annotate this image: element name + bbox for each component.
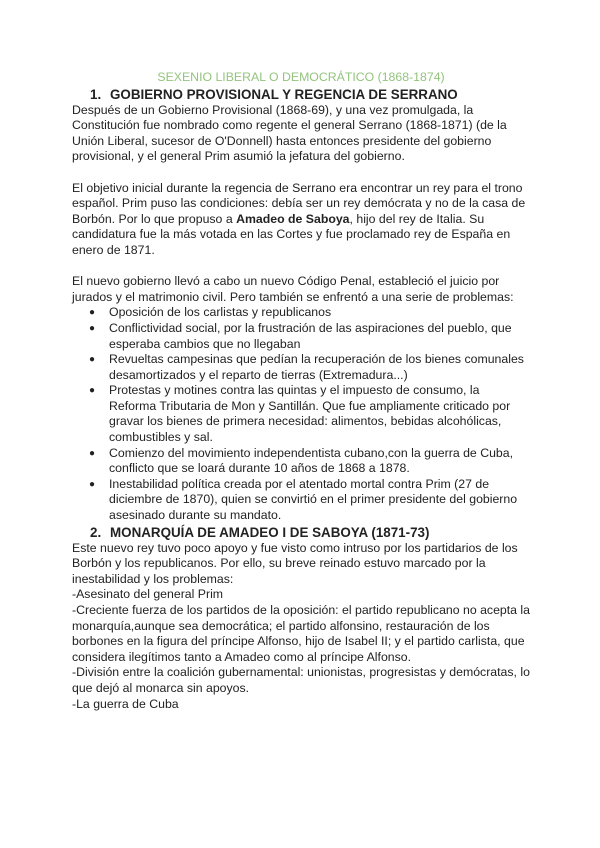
bullet-icon: ● <box>89 385 96 397</box>
dash-line: -Creciente fuerza de los partidos de la oposición: el partido republicano no acepta la monarquía,aunque sea democrática; el partido alfonsino, restauración de los borbones en la figura del príncipe Alfonso, hijo de Isabel II; y el partido carlista, que considera ilegítimos tanto a Amadeo como al príncipe Alfonso. <box>72 603 530 664</box>
paragraph-2-text-b: , hijo del rey de Italia. Su candidatura fue la más votada en las Cortes y fue proclamado rey de España en enero de 1871. <box>72 211 511 257</box>
bullet-icon: ● <box>89 307 96 319</box>
list-item: ● Comienzo del movimiento independentista cubano,con la guerra de Cuba, conflicto que se loará durante 10 años de 1868 a 1878. <box>89 445 514 476</box>
list-item: ● Revueltas campesinas que pedían la recuperación de los bienes comunales desamortizados y el reparto de tierras (Extremadura...) <box>89 352 524 382</box>
bullet-icon: ● <box>89 322 96 334</box>
bullet-icon: ● <box>89 447 96 459</box>
section-1-heading <box>72 86 530 103</box>
list-item: ● Conflictividad social, por la frustración de las aspiraciones del pueblo, que esperaba cambios que no llegaban <box>89 320 512 351</box>
bullet-icon: ● <box>89 354 96 366</box>
list-item: ● Oposición de los carlistas y republicanos <box>89 305 332 320</box>
paragraph-2-text-a: El objetivo inicial durante la regencia de Serrano era encontrar un rey para el trono español. Prim puso las condiciones: debía ser un rey demócrata y no de la casa de Borbón. Por lo que propuso a <box>72 180 526 226</box>
section-2-number: 2. <box>90 524 102 540</box>
section-2-paragraph-1: Este nuevo rey tuvo poco apoyo y fue visto como intruso por los partidarios de los Borbón y los republicanos. Por ello, su breve reinado estuvo marcado por la inestabilidad y los problemas: <box>72 540 518 586</box>
bullet-icon: ● <box>89 478 96 490</box>
section-2-title: MONARQUÍA DE AMADEO I DE SABOYA (1871-73) <box>110 524 430 540</box>
list-item: ● Protestas y motines contra las quintas y el impuesto de consumo, la Reforma Tributaria de Mon y Santillán. Que fue ampliamente criticado por gravar los bienes de primera necesidad: alimentos, bebidas alcohólicas, combustibles y sal. <box>89 383 511 445</box>
document-title: SEXENIO LIBERAL O DEMOCRÁTICO (1868-1874) <box>157 70 445 84</box>
dash-line: -Asesinato del general Prim <box>72 587 224 602</box>
amadeo-de-saboya-bold: Amadeo de Saboya <box>236 211 350 226</box>
list-item: ● Inestabilidad política creada por el atentado mortal contra Prim (27 de diciembre de 1870), quien se convirtió en el primer presidente del gobierno asesinado durante su mandato. <box>89 476 518 523</box>
section-2-heading <box>72 524 530 541</box>
section-1-paragraph-1: Después de un Gobierno Provisional (1868-69), y una vez promulgada, la Constitución fue nombrado como regente el general Serrano (1868-1871) (de la Unión Liberal, sucesor de O'Donnell) hasta entonces presidente del gobierno provisional, y el general Prim asumió la jefatura del gobierno. <box>72 102 507 164</box>
section-1-paragraph-2 <box>72 181 530 259</box>
dash-line: -División entre la coalición gubernamental: unionistas, progresistas y demócratas, lo que dejó al monarca sin apoyos. <box>72 665 530 695</box>
section-1-number: 1. <box>90 86 102 102</box>
dash-line: -La guerra de Cuba <box>72 696 179 711</box>
section-1-title: GOBIERNO PROVISIONAL Y REGENCIA DE SERRANO <box>110 86 458 102</box>
problems-list <box>72 305 530 523</box>
section-1-paragraph-3: El nuevo gobierno llevó a cabo un nuevo Código Penal, estableció el juicio por jurados y el matrimonio civil. Pero también se enfrentó a una serie de problemas: <box>72 274 514 304</box>
